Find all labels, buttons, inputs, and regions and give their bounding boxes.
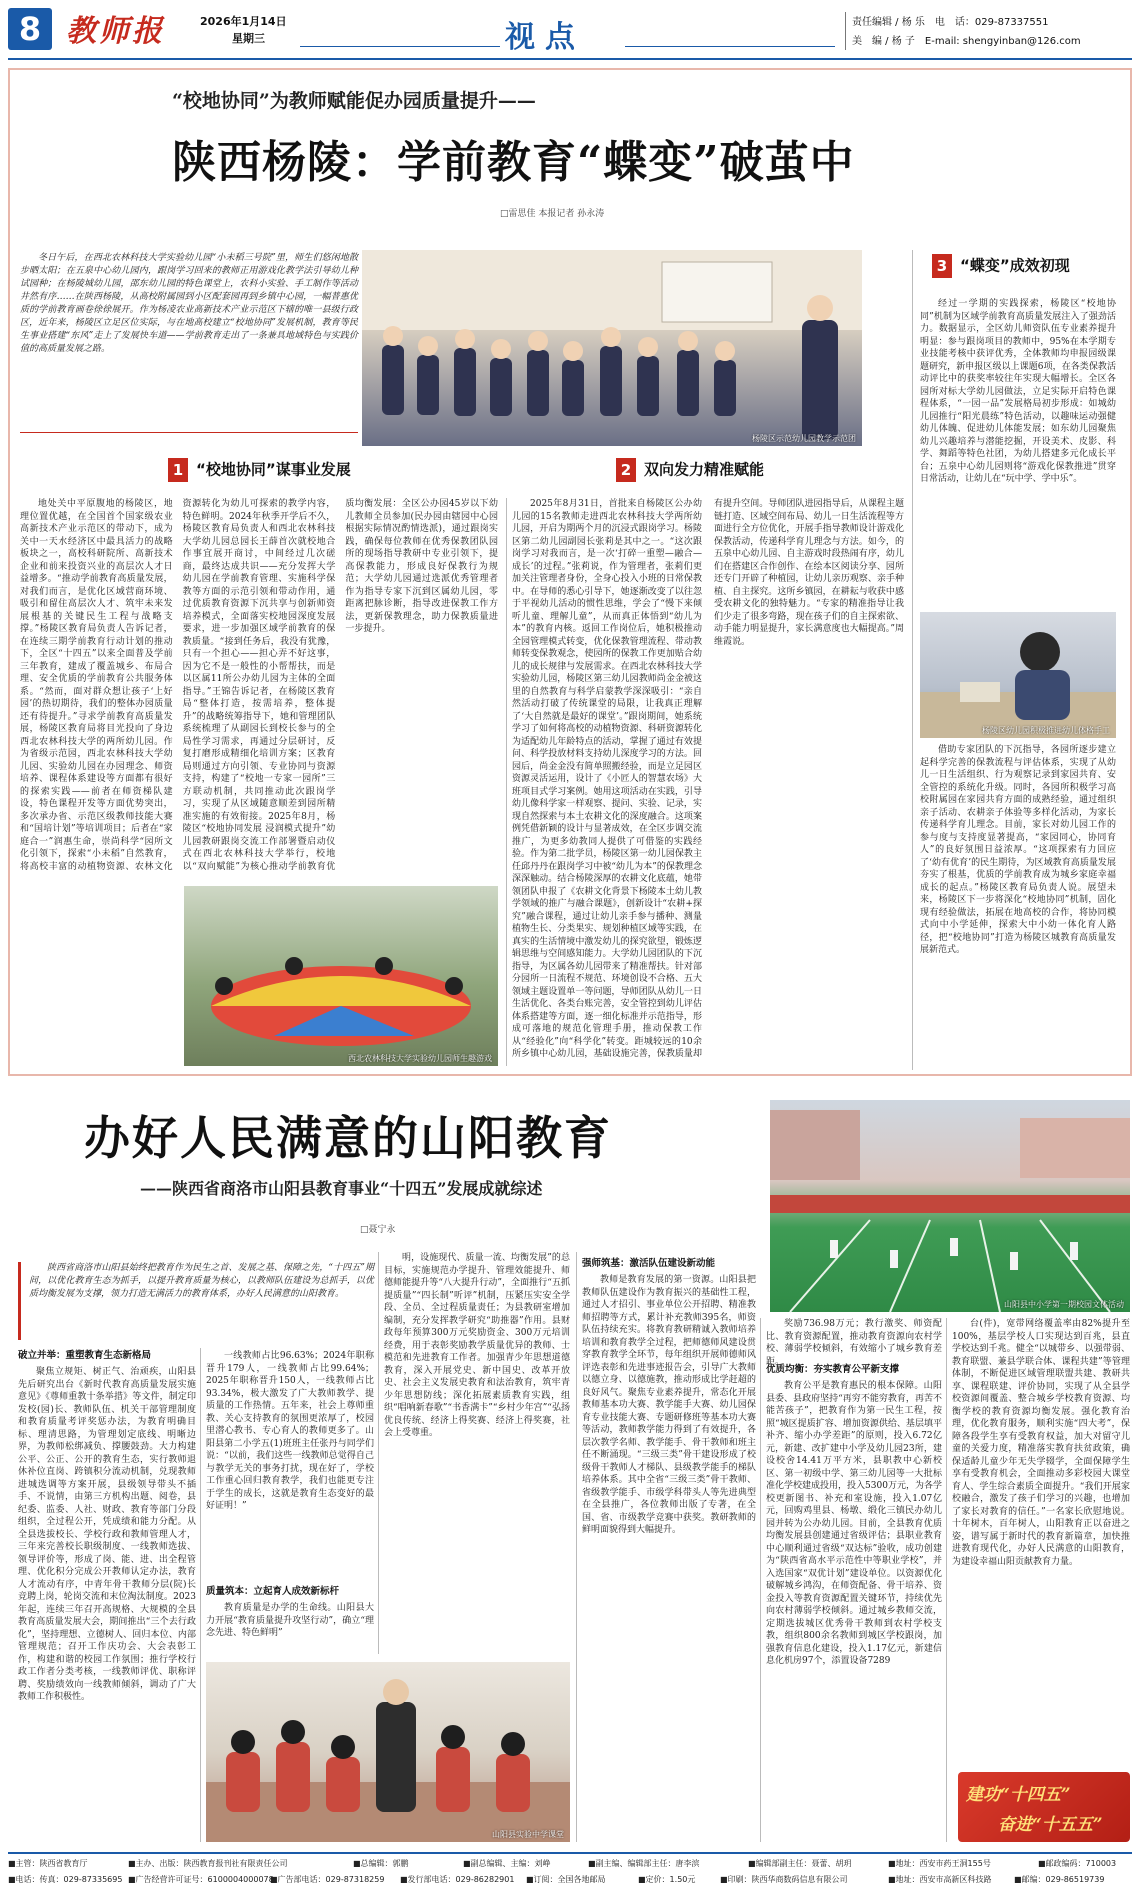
a1-photo1-board [662, 262, 772, 322]
a2-photo5-student-3 [950, 1238, 958, 1256]
a2-col2c [206, 1350, 374, 1578]
masthead-bottom-rule [8, 58, 1132, 60]
a2-lead-box [18, 1262, 374, 1340]
a2-col1 [18, 1366, 196, 1842]
a2-rule-2 [378, 1252, 379, 1654]
a1-photo2-kid-2 [285, 957, 303, 975]
editor-line: 责任编辑 / 杨 乐 电 话：029-87337551 [852, 17, 1049, 28]
a1-photo3-child-body [1015, 670, 1070, 720]
a1-photo3-illustration [920, 612, 1116, 738]
a1-photo1-head-5 [528, 331, 548, 351]
a2-photo4-head-5 [501, 1732, 525, 1756]
a2-photo5-caption: 山阳县中小学第一期校园文体活动 [1004, 1300, 1124, 1309]
a2-sub4: 优质均衡：夯实教育公平新支撑 [766, 1364, 900, 1375]
a1-photo3-child-head [1020, 632, 1060, 672]
a2-rule-4 [760, 1318, 761, 1842]
page-number: 8 [18, 10, 42, 48]
a1-s3-text2: 借助专家团队的下沉指导，各园所逐步建立起科学完善的保教流程与评估体系，实现了从幼儿一日生活组织、行为观察记录到家园共育、安全管控的系统化升级。同时，各园所积极学习高校附属园在家园共育方面的成熟经验，通过组织亲子活动、农耕亲子体验等多样化活动，为家长传递科学育儿理念。目前，家长对幼儿园工作的参与度与支持度显著提高，“家园同心，协同育人”的良好氛围日益浓厚。“这项探索有力回应了‘幼有优育’的民生期待，为区域教育高质量发展夯实了根基，优质的学前教育成为城乡家庭幸福成长的起点。”杨陵区教育局负责人说。展望未来，杨陵区下一步将深化“校地协同”机制，固化现有经验做法，拓展在地高校的合作，将协同模式向中小学延伸，探索大中小幼一体化育人路径，把“校地协同”打造为杨陵区城教育高质量发展新范式。 [920, 745, 1116, 955]
footer-row2-item: ■定价：1.50元 [638, 1875, 696, 1884]
a2-banner-line1: 建功“十四五” [966, 1785, 1071, 1805]
a1-rule-right [912, 250, 913, 1070]
a1-photo1-child-5 [527, 350, 549, 416]
a2-photo5-student-5 [1070, 1242, 1078, 1260]
a2-col4a [766, 1318, 942, 1367]
footer-row2-item: ■印刷：陕西华商数码信息有限公司 [720, 1875, 848, 1884]
a2-col5 [952, 1318, 1130, 1766]
section-rule-left [300, 46, 500, 47]
a2-photo5-student-2 [890, 1250, 898, 1268]
a1-s1-number: 1 [168, 458, 188, 482]
a2-rule-1 [200, 1348, 201, 1842]
a2-photo4-student-5 [496, 1754, 530, 1812]
a1-photo-children-class [362, 250, 862, 446]
a1-photo2-illustration [184, 886, 498, 1066]
a1-photo1-head-8 [638, 337, 658, 357]
section-title: 视点 [505, 20, 585, 55]
a1-photo1-head-1 [383, 326, 403, 346]
footer-row2-item: ■订阅：全国各地邮局 [526, 1875, 606, 1884]
a1-s1-title: “校地协同”谋事业发展 [196, 460, 351, 479]
a2-sub3: 强师筑基：激活队伍建设新动能 [582, 1258, 716, 1269]
a2-col2b [206, 1602, 374, 1654]
a2-banner-line2: 奋进“十五五” [998, 1815, 1103, 1835]
a2-photo4-head-2 [281, 1720, 305, 1744]
paper-name: 教师报 [66, 14, 165, 49]
a1-photo1-child-7 [600, 346, 622, 416]
a1-photo-child-handcraft [920, 612, 1116, 738]
a2-photo4-illustration [206, 1662, 570, 1842]
a1-byline: □雷思佳 本报记者 孙永涛 [500, 209, 605, 219]
a1-s1-text: 地处关中平原腹地的杨陵区，地理位置优越，在全国首个国家级农业高新技术产业示范区的带动下，成为关中一天水经济区中最具活力的战略板块之一，高校科研院所、高新技术企业和前来投资兴业的高层次人才日益增多。“推动学前教育高质量发展，对我们而言，是优化区域营商环境、吸引和留住高层次人才、筑牢未来发展根基的关键民生工程与战略支撑。”杨陵区教育局负责人告诉记者，在连续三期学前教育行动计划的推动下，全区“十四五”以来全面普及学前三年教育，建成了覆盖城乡、布局合理、安全优质的学前教育公共服务体系。“然而，面对群众想让孩子‘上好园’的热切期待，我们的整体办园质量还有待提升。”寻求学前教育高质量发展，杨陵区教育局将目光投向了身边西北农林科技大学的两所幼儿园。作为省级示范园，西北农林科技大学幼儿园、实验幼儿园在办园理念、师资培养、课程体系建设等方面都有很好的探索实践——前者在师资梯队建设，特色课程开发等方面优势突出，多次承办省、示范区级教师技能大赛和“国培计划”等培训项目；后者在“家庭合一”润惠生命，崇尚科学“园所文化引领下，探索“小未稻”自然教育，将高校丰富的动植物资源、农林文化资源转化为幼儿可探索的教学内容，特色鲜明。2024年秋季开学后不久，杨陵区教育局负责人和西北农林科技大学幼儿园总园长王薛首次就校地合作事宜展开商讨，中间经过几次磋商，最终达成共识——充分发挥大学幼儿园在学前教育管理、实施科学保教等方面的示范引领和带动作用，通过优质教育资源下沉共享与创新师资培养模式，全面落实校地园深度发展要求，进一步加强区域学前教育的保教质量。“接到任务后，我没有犹豫，只有一个担心——担心弄不好这事，因为它不是一般性的小帮帮扶，而是以区属11所公办幼儿园为主体的全面指导。”王锦告诉记者，在杨陵区教育局“整体打造，按需培养，整体提升”的战略统筹指导下，她和管理团队系统梳理了从副园长到校长参与的全局性学习需求，再通过分层研讨，反复打磨形成精细化培训方案；区教育局则通过方向引领、专业协同与资源支持，构建了“校地一专家一园所”三方联动机制，共同推动此次跟岗学习，实现了从区域随意顺差到园所精准实施的有效衔接。2025年8月，杨陵区“校地协同发展 浸润模式提升”幼儿园教研跟岗交流工作部署暨启动仪式在西北农林科技大学举行，校地以“双向赋能”为核心推动学前教育优质均衡发展：全区公办园45岁以下幼儿教师全员参加(民办园由辖园中心园根据实际情况酌情选派)，通过跟岗实践，确保每位教师在优秀保教团队园所的现场指导教研中专业引领下，提高保教能力，形成良好保教行为规范；大学幼儿园通过选派优秀管理者作为指导专家下沉到区属幼儿园，零距离把脉诊断，指导改进保教工作方法，更新保教理念，助力保教质量进一步提升。 [20, 499, 498, 872]
a1-photo1-child-9 [677, 350, 699, 416]
a1-s3-number: 3 [932, 254, 952, 278]
a1-lead-rule [20, 432, 358, 433]
a1-rule-mid [506, 498, 507, 1066]
a1-photo1-head-9 [678, 331, 698, 351]
a1-s2-body [512, 498, 904, 1066]
a1-photo2-kid-3 [375, 957, 393, 975]
footer-row2-item: ■邮编：029-86519739 [1014, 1875, 1105, 1884]
a1-s2-text: 2025年8月31日，首批来自杨陵区公办幼儿园的15名教师走进西北农林科技大学两所幼儿园，开启为期两个月的沉浸式跟岗学习。杨陵区第二幼儿园副园长张莉是其中之一。“这次跟岗学习对我而言，是一次‘打碎一重塑—融合—成长’的过程。”张莉说，作为管理者，张莉们更加关注管理者身份，全身心投入小班的日常保教中。在导师的悉心引导下，她逐渐改变了以往忽于平视幼儿活动的惯性思维，学会了“慢下来倾听儿童、理解儿童”，从而真正体悟到“幼儿为本”的教育内核。返回工作岗位后，她积极推动全园管理模式转变，优化保教管理流程、带动教师转变保教观念，使园所的保教工作更加贴合幼儿的成长规律与发展需求。在西北农林科技大学实验幼儿园，杨陵区第三幼儿园教师尚金金被这里的自然教育与科学启蒙教学深深吸引：“亲自然活动打破了传统课堂的局限，让我真正理解了‘大自然就是最好的课堂’。”跟岗期间，她系统学习了如何将高校的动植物资源、科研资源转化为适配幼儿年龄特点的活动，掌握了通过有效提问、科学投放材料支持幼儿深度学习的方法。回园后，尚金金没有简单照搬经验，而是立足园区资源灵活运用，设计了《小匠人的智慧农场》大班项目式学习案例。她用这项活动在实践，引导幼儿像科学家一样观察、提问、实验、记录，实现自然探索与本土农耕文化的深度融合。这项案例凭借新颖的设计与显著成效，在全区步调交流推广，为更多幼教同人提供了可借鉴的实践经验。作为第二批学员，杨陵区第一幼儿园保教主任邱丹丹在跟岗学习中被“幼儿为本”的保教理念深深触动。结合杨陵深厚的农耕文化底蕴，她带领团队申报了《农耕文化背景下杨陵本土幼儿教学领域的推广与融合课题》，创新设计“农耕+探究”融合课程，通过让幼儿亲手参与播种、测量植物生长、分类果实、规划种植区域等实践，在真实的生活情境中激发幼儿的探究欲望，锻炼逻辑思维与空间感知能力。大学幼儿园团队的下沉指导，为区属各幼儿园带来了精准帮扶。针对部分园所一日流程不规范、环境创设不合格、五大领域主题设置单一等问题，导师团队从幼儿一日生活优化、各类台账完善，安全管控到幼儿评估体系搭建等方面，逐一细化标准并示范指导，形成可落地的规范化管理手册，推动保教工作从“经验化”向“科学化”转变。距城较远的10余所乡镇中心幼儿园，基础设施完善，保教质量却有提升空间。导师团队进园指导后，从课程主题链打造、区域空间布局、幼儿一日生活流程等方面进行全方位优化，开展手指导教师设计游戏化保教活动，传递科学育儿理念与方法。如今，的五泉中心幼儿园、自主游戏时段热闹有序，幼儿们在搭建区合作创作、在绘本区阅读分享、园所还专门开辟了种植园，让幼儿亲历观察、亲手种植、自主探究。这所乡镇园，在耕耘与收获中感受农耕文化的独特魅力。“专家的精准指导让我们少走了很多弯路，现在孩子们的自主探索欲、动手能力明显提升，家长满意度也大幅提高。”周维霞说。 [512, 499, 904, 1059]
a2-photo-classroom [206, 1662, 570, 1842]
a1-s1-header [168, 458, 351, 482]
a1-s3-title: “蝶变”成效初现 [960, 256, 1070, 275]
a2-subtitle: ——陕西省商洛市山阳县教育事业“十四五”发展成就综述 [140, 1179, 543, 1198]
a2-photo4-head-1 [231, 1730, 255, 1754]
masthead [0, 0, 1140, 64]
footer-row2-item: ■广告部电话：029-87318259 [270, 1875, 385, 1884]
a1-left-bottom-shade [20, 886, 178, 1066]
footer-row1-item: ■总编辑：郭鹏 [353, 1859, 409, 1868]
a2-col2a [384, 1252, 570, 1654]
a2-col2b-text: 教育质量是办学的生命线。山阳县大力开展“教育质量提升攻坚行动”，确立“理念先进、特色鲜明” [206, 1603, 374, 1638]
a2-col4b [766, 1380, 942, 1842]
footer-row1-item: ■邮政编码：710003 [1038, 1859, 1117, 1868]
a2-photo5-building-left [770, 1110, 860, 1180]
a2-photo5-student-1 [830, 1240, 838, 1258]
a1-photo1-child-10 [714, 360, 736, 416]
a1-photo2-kid-4 [445, 977, 463, 995]
a1-photo1-wall [362, 250, 862, 330]
a2-col2a-text: 明，设施现代、质量一流、均衡发展”的总目标，实施规范办学提升、管理效能提升、师德师能提升等“八大提升行动”，全面推行“五抓提质量”“四长制”听评”机制，压紧压实安全学段、全员、全过程质量责任；为县教研室增加编制，充分发挥教学研究“助推器”作用。县财政每年预算300万元奖励资金、300万元培训经费，用于表彰奖励教学质量优异的教师、士模范和先进教育工作者。加强青少年思想道德教育，深入开展党史、新中国史、改革开放史、社会主义发展史教育和法治教育，筑牢青少年思想防线；深化拓展素质教育实践，组织“唱响新春歌”“书香满卡”“乡村少年宫”“弘扬优良传统、经济上得奖赛、经济上得奖赛，社会上受尊重。 [384, 1253, 570, 1438]
a1-s3-header [932, 254, 1070, 278]
footer [8, 1858, 1132, 1894]
a1-s2-header [616, 458, 764, 482]
a2-lead: 陕西省商洛市山阳县始终把教育作为民生之首、发展之基、保障之先，“十四五”期间，以优化教育生态为抓手，以提升教育质量为核心，以教师队伍建设为总抓手，以优质均衡发展为支撑，领力打造无满活力的教育体系，办好人民满意的山阳教育。 [29, 1263, 374, 1299]
a2-sub2: 质量筑本：立起育人成效新标杆 [206, 1586, 340, 1597]
a1-photo1-child-3 [454, 348, 476, 416]
a1-s2-title: 双向发力精准赋能 [644, 460, 765, 479]
a2-rule-3 [576, 1252, 577, 1842]
a2-photo4-head-4 [441, 1725, 465, 1749]
a2-photo4-teacher-head [383, 1679, 409, 1705]
footer-row1-item: ■主管：陕西省教育厅 [8, 1859, 88, 1868]
footer-row2-item: ■发行部电话：029-86282901 [400, 1875, 515, 1884]
a1-title: 陕西杨陵：学前教育“蝶变”破茧中 [172, 137, 855, 188]
footer-row2-item: ■广告经营许可证号：6100004000078 [128, 1875, 274, 1884]
a1-photo1-child-4 [490, 358, 512, 416]
a1-photo2-kid-1 [215, 977, 233, 995]
a2-photo5-student-4 [1010, 1252, 1018, 1270]
a2-photo4-head-3 [331, 1735, 355, 1759]
a1-photo1-head-3 [455, 329, 475, 349]
a1-s3-body2 [920, 744, 1116, 1070]
footer-row1-item: ■地址：西安市药王洞155号 [888, 1859, 991, 1868]
a1-photo1-child-8 [637, 356, 659, 416]
a2-banner [958, 1772, 1130, 1842]
a2-col4b-text: 教育公平是教育惠民的根本保障。山阳县委、县政府坚持“再穷不能穷教育，再苦不能苦孩子”，把教育作为第一民生工程，按照“城区提质扩容、增加资源供给、基层填平补齐、缩小办学差距”的原则，投入6.72亿元，新建、改扩建中小学及幼儿园23所，建设校舍14.41万平方米，县职教中心新校区、第一初级中学、第三幼儿园等一大批标准化学校建成投用，投入5300万元，为各学校更新图书、补充和室设施，投入1.07亿元，回购鸡里县、杨墩、缎化三镇民办幼儿园并转为公办幼儿园。目前，全县教育优质均衡发展县创建通过省级评估；县职业教育中心顺利通过省级“双达标”验收，成功创建为“陕西省高水平示范性中等职业学校”，并入选国家“双优计划”建设单位。以资源优化破解城乡鸿沟，在师资配备、骨干培养、资金投入等教育资源配置关键环节，持续优先向农村薄弱学校倾斜。通过城乡教师交流，定期选拔城区优秀骨干教师到农村学校支教，组织800余名教师到城区学校跟岗，加强教育信息化建设，投入1.17亿元，新建信息化机房97个，添置设备7289 [766, 1381, 942, 1666]
a1-s2-number: 2 [616, 458, 636, 482]
a1-s3-body [920, 298, 1116, 606]
issue-weekday: 星期三 [232, 32, 265, 45]
issue-date: 2026年1月14日 [200, 15, 287, 28]
a1-photo1-child-6 [562, 360, 584, 416]
a1-photo1-head-6 [563, 341, 583, 361]
a1-photo1-illustration [362, 250, 862, 446]
section-rule-right [625, 46, 835, 47]
a1-photo1-head-teacher [807, 295, 833, 321]
a2-byline: □聂宁永 [360, 1225, 396, 1235]
a2-photo4-student-4 [436, 1747, 470, 1812]
footer-row1-item: ■主办、出版：陕西教育报刊社有限责任公司 [128, 1859, 288, 1868]
a1-kicker: “校地协同”为教师赋能促办园质量提升—— [172, 90, 536, 112]
a1-photo1-head-7 [601, 327, 621, 347]
a1-lead-text: 冬日午后，在西北农林科技大学实验幼儿园“小未稻三号院”里，师生们悠闲地散步晒太阳；在五泉中心幼儿园内，跟岗学习回来的教师正用游戏化教学法引导幼儿种试园种；在杨陵城幼儿园，邵东幼儿园的特色课堂上，农科小实验、手工制作等活动井然有序……在陕西杨陵，从高校附属园到小区配套园再到乡镇中心园，一幅普惠优质的学前教育画卷徐徐展开。作为杨凌农业高新技术产业示范区下辖的唯一县级行政区，近年来，杨陵区立足区位实际，与在地高校建立“校地协同”发展机制，教育等民生事业搭建“东风”走上了发展快车道——学前教育走出了一条兼具地域特色与实践价值的高质量发展之路。 [20, 253, 358, 354]
footer-row1-item: ■副总编辑、主编：刘峥 [463, 1859, 551, 1868]
a2-col3-text: 教师是教育发展的第一资源。山阳县把教师队伍建设作为教育振兴的基础性工程，通过人才招引、事业单位公开招聘、精准教师招聘等方式，累计补充教师395名，师资队伍持续充实。将教育教研精诚入教师培养培训和教育教学全过程，把师德师风建设贯穿教育教学全环节，每年组织开展师德师风评选表彰和先进事迹报告会，引导广大教师以德立身、以德施教，推动形成比学赶超的良好风气。聚焦专业素养提升，常态化开展教师基本功大赛、教学能手大赛、幼儿园保育专业技能大赛、专题研修班等基本功大赛等活动，教师教学能力得到了有效提升，各层次教学名师、教学能手、骨干教师和班主任不断涌现。“三级三类”骨干建设形成了校级骨干教师人才梯队、县级教学能手的梯队培养体系。其中全省“三级三类”骨干教师、省级教学能手、市级学科带头人等先进典型在全县推广，各位教师出版了专著，在全国、省、市级教学竞赛中获奖。教研教师的鲜明面貌得到大幅提升。 [582, 1275, 756, 1535]
a2-photo5-building-right [1020, 1118, 1130, 1178]
a2-rule-5 [946, 1318, 947, 1842]
art-editor-line: 美 编 / 杨 子 E-mail: shengyinban@126.com [852, 36, 1081, 47]
a2-photo4-student-3 [326, 1757, 360, 1812]
a1-photo-parachute-game [184, 886, 498, 1066]
a2-col4a-text: 奖励736.98万元；教行激奖、师资配比、教育资源配置，推动教育资源向农村学校、薄弱学校倾斜，有效缩小了城乡教育差距。 [766, 1319, 942, 1367]
a1-photo1-head-10 [715, 341, 735, 361]
footer-rule [8, 1852, 1132, 1854]
a2-photo4-student-1 [226, 1752, 260, 1812]
a1-photo2-caption: 西北农林科技大学实验幼儿园师生趣游戏 [348, 1054, 492, 1063]
a1-s1-body [20, 498, 498, 880]
footer-row2-item: ■地址：西安市高新区科技路 [888, 1875, 992, 1884]
a1-photo3-craft-item [960, 682, 1000, 702]
a1-photo1-child-1 [382, 345, 404, 415]
a2-photo5-illustration [770, 1100, 1130, 1312]
a2-title: 办好人民满意的山阳教育 [84, 1111, 612, 1165]
masthead-divider [845, 12, 846, 50]
a2-photo4-teacher [376, 1702, 416, 1812]
a2-photo-sports-field [770, 1100, 1130, 1312]
a2-photo4-caption: 山阳县实验中学课堂 [492, 1830, 564, 1839]
footer-row1-item: ■副主编、编辑部主任：唐李滨 [588, 1859, 700, 1868]
a2-sub1: 破立并举：重塑教育生态新格局 [18, 1350, 152, 1361]
a1-photo1-head-2 [418, 336, 438, 356]
a1-photo1-teacher [802, 320, 838, 440]
footer-row1-item: ■编辑部副主任：聂蕾、胡玥 [748, 1859, 852, 1868]
a1-photo1-child-2 [417, 355, 439, 415]
a2-col5-text: 台(件)，宽带网络覆盖率由82%提升至100%，基层学校人口实现达到百兆，县直学校达到千兆。健全“以城带乡、以强带弱、教育联盟、兼县学联合体、课程共建”等管理体制，不断促进区域管理联盟共建、教研共享、课程联建、评价协同，实现了从全县学校资源间覆盖、整合城乡学校教育资源、均衡学校的教育资源均衡发展。强化教育治理，优化教育服务，顺利实施“四大考”，保障各段学生享有受教育权益，加大对留守儿童的关爱力度，精准落实教育扶贫政策，确保适龄儿童少年无失学辍学，全面保障学生享有受教育机会，全面推动多彩校园大课堂育人、学生综合素质全面提升。“我们开展家校融合，激发了孩子们学习的兴趣，也增加了家长对教育的信任。”一名家长欣慰地说。十年树木，百年树人，山阳教育正以奋进之姿，谱写属于新时代的教育新篇章，加快推进教育现代化，办好人民满意的山阳教育，为建设幸福山阳贡献教育力量。 [952, 1319, 1130, 1567]
a2-photo5-track [770, 1195, 1130, 1213]
a1-lead [20, 252, 358, 428]
a2-photo4-student-2 [276, 1742, 310, 1812]
a1-photo1-caption: 杨陵区示范幼儿园教学示范团 [752, 434, 856, 443]
footer-row2-item: ■电话：传真：029-87335695 [8, 1875, 123, 1884]
a1-photo3-caption: 杨陵区幼儿园积极推进幼儿体格手工 [982, 726, 1110, 735]
a1-photo1-head-4 [491, 339, 511, 359]
a2-col2c-text: 一线教师占比96.63%；2024年职称晋升179人，一线教师占比99.64%；2025年职称晋升150人，一线教师占比93.34%，极大激发了广大教师教学、提质量的工作热情。五年来，社会上尊师重教、关心支持教育的氛围更浓厚了，校园里潜心教书、专心育人的教师更多了。山阳县第二小学五(1)班班主任张丹与同学们说：“以前，我们这些一线教师总觉得自己与教学无关的事务打扰，现在好了，学校工作重心回归教育教学，我们也能更专注于学生的成长，这就是教育生态变好的最好证明！” [206, 1351, 374, 1511]
a2-col1-text: 聚焦立规矩、树正气、治顽疾，山阳县先后研究出台《新时代教育高质量发展实施意见》《尊师重教十条举措》等文件，制定印发校(园)长、教师队伍、机关干部管理制度和教育质量考评奖惩办法，为教育明确目标、理清思路，为管理划定底线、明晰边界，为教师松绑减负、撑腰鼓劲。大力构建公平、公正、公开的教育生态，实行教师退休补位直岗、跨镇积分流动机制，兑现教师进城选调等方案开展，县级领导带头不插手、不说情，由第三方机构出题、阅卷，县纪委、监委、人社、财政、教育等部门分段组织，全过程公开，凭成绩和能力分配。从全县选拔校长、学校行政和教师管理人才，三年来完善校长职级制度、一线教师选拔、领导评价等，形成了岗、能、进、出全程管理、优化积分完成公开教师认定办法，教育人才流动有序，中青年骨干教师分层(院)长竞聘上岗，轮岗交流和末位淘汰制度。2023年起，连续三年召开高规格、大规模的全县教育高质量发展大会，期间推出“三个去行政化”，坚持理想、立德树人、回归本位、内部管理规范；召开工作庆功会、大会表彰工作，构建和谐的校园工作氛围；推行学校行政工作者分类考核，一线教师评优、职称评聘、奖励绩效向一线教师倾斜，调动了广大教师工作积极性。 [18, 1367, 196, 1702]
a1-s3-text: 经过一学期的实践探索，杨陵区“校地协同”机制为区域学前教育高质量发展注入了强劲活力。数据显示，全区幼儿师资队伍专业素养提升明显：参与跟岗项目的教师中，95%在本学期专业技能考核中获评优秀，全体教师均申报园级课题研究，新申报区级以上课题6项，在各类保教活动评比中的获奖率较往年实现大幅增长。全区各园所对标大学幼儿园做法，立足实际开启特色课程体系，“一园一品”发展格局初步形成：如城幼儿园推行“阳光晨练”特色活动，以趣味运动强健幼儿体魄、促进幼儿体能发展；如东幼儿园聚焦幼儿兴趣培养与潜能挖掘，开设美术、皮影、科学、舞蹈等特色社团，为幼儿搭建多元化成长平台；五泉中心幼儿园则将“游戏化保教推进”贯穿日常活动，让幼儿在“玩中学、学中乐”。 [920, 299, 1116, 484]
a2-col3 [582, 1274, 756, 1842]
